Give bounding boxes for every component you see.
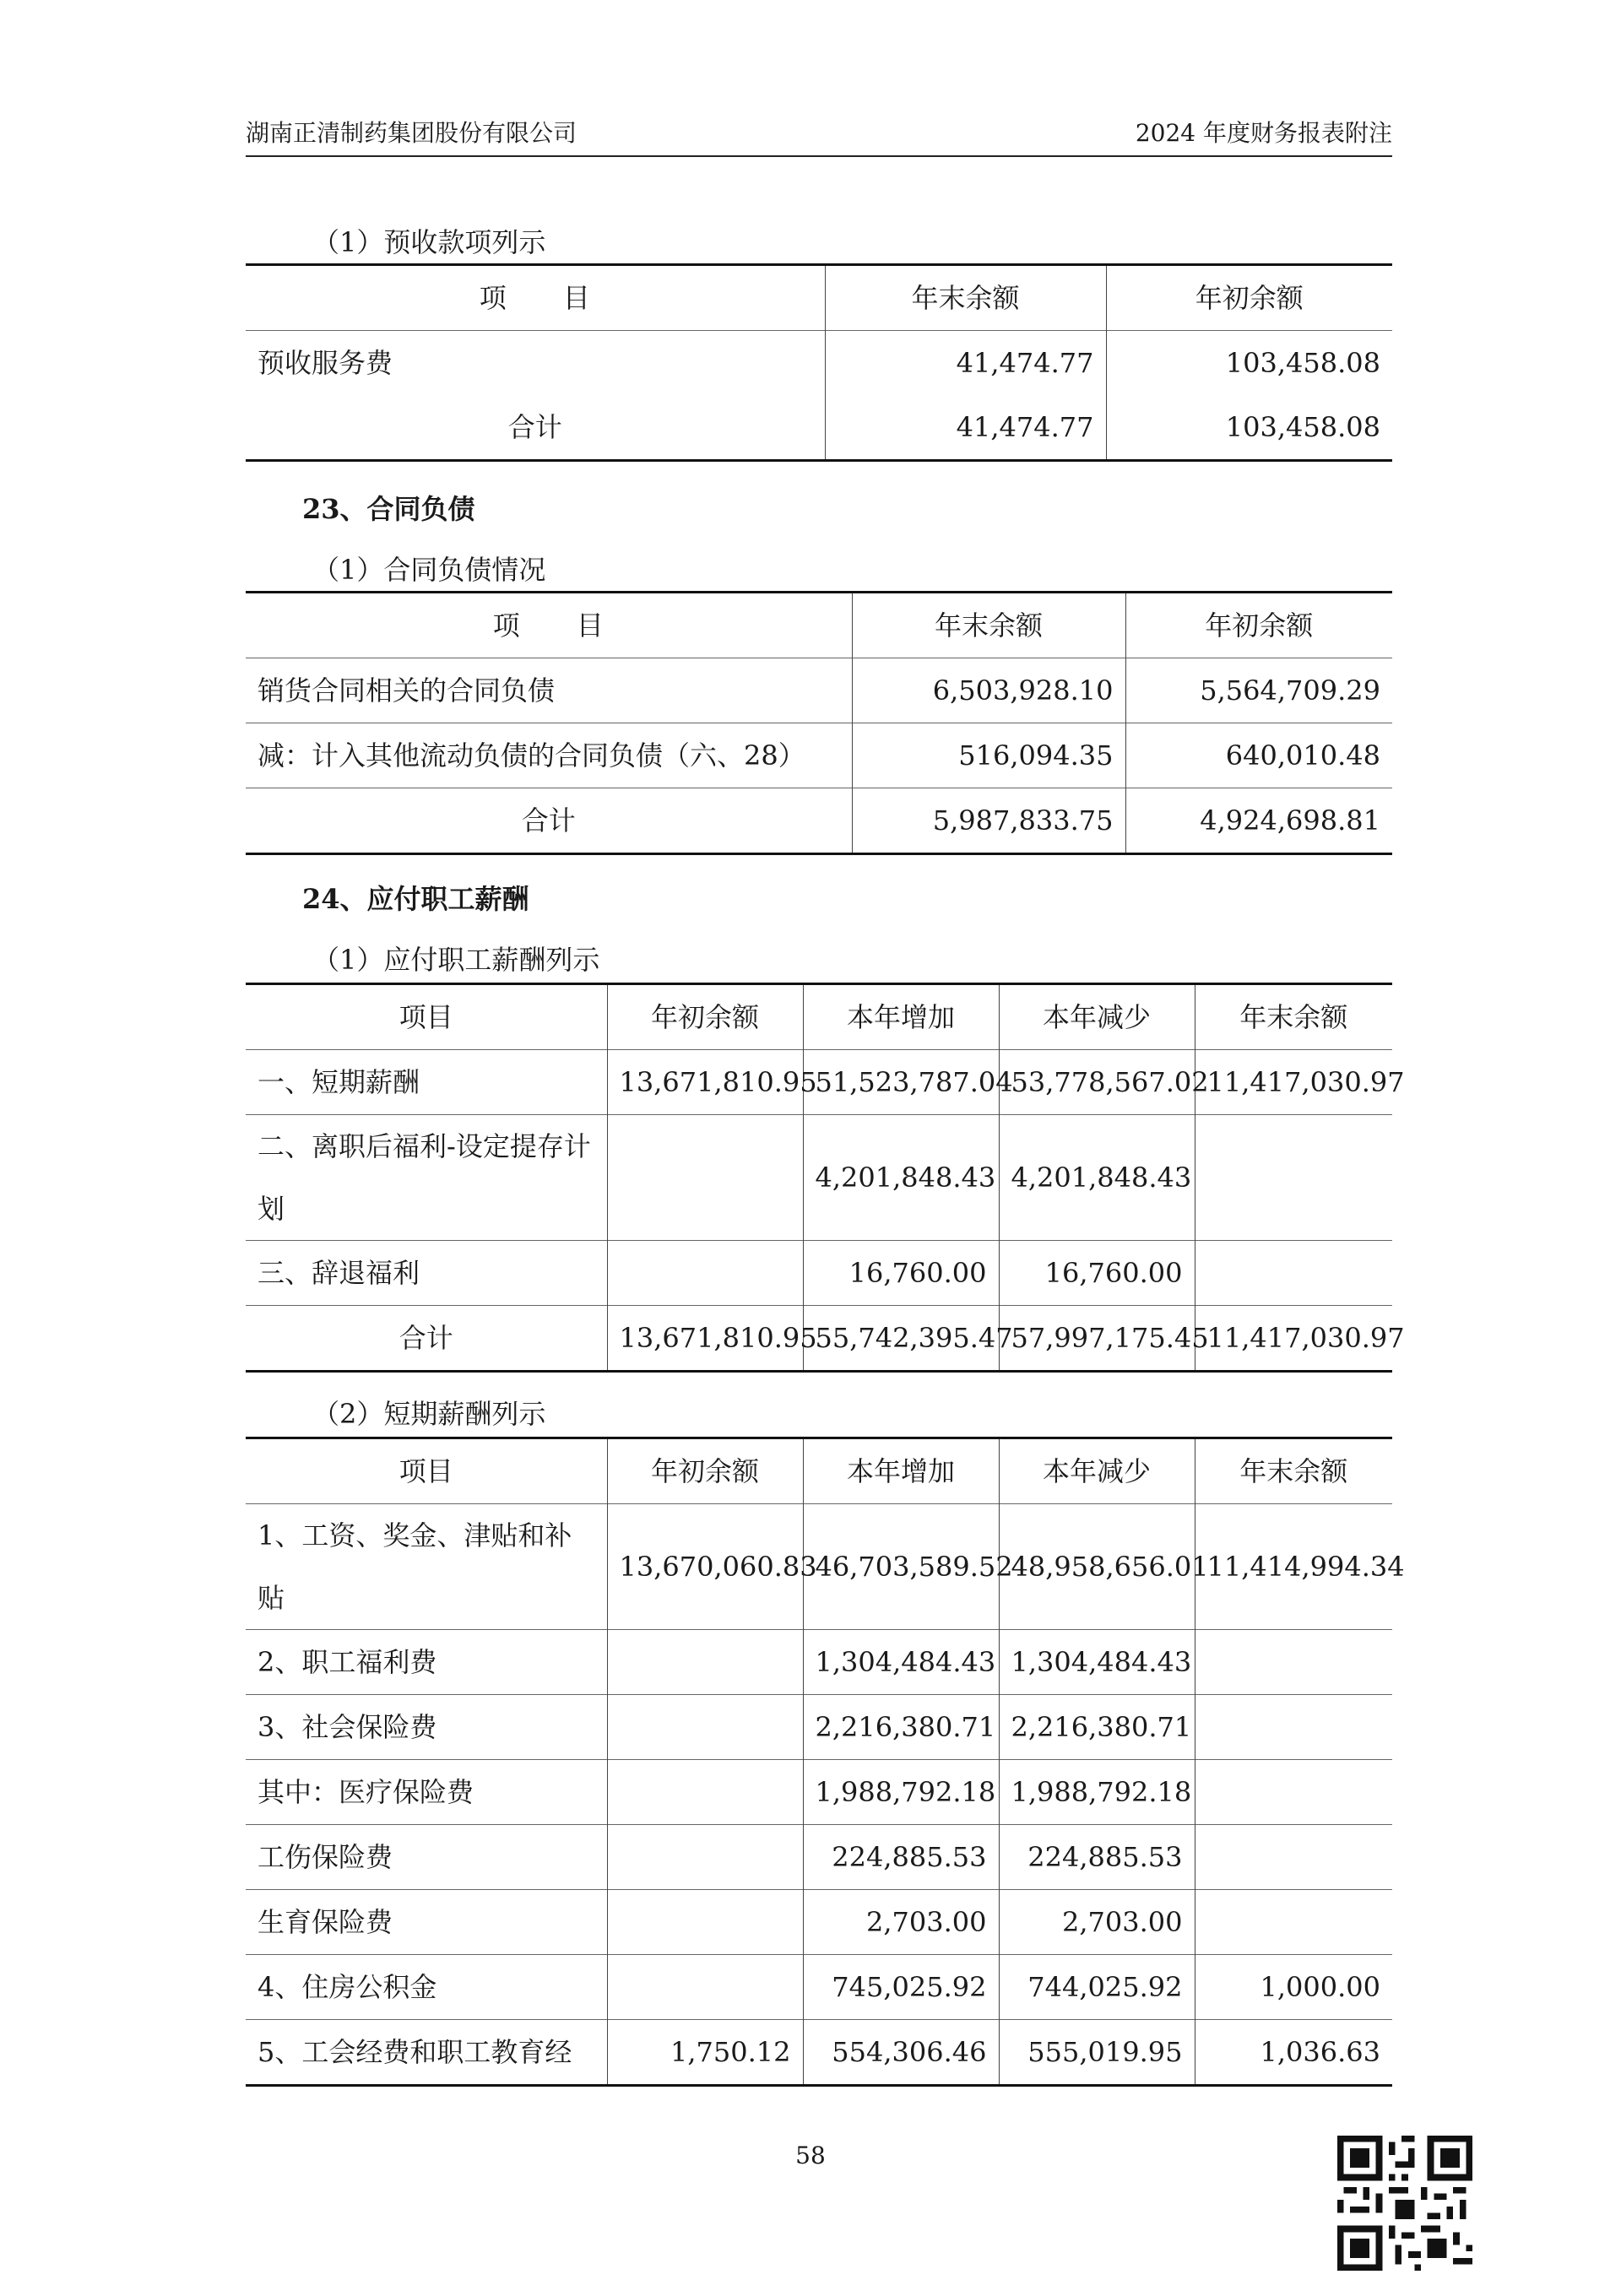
col-header-end-balance: 年末余额 [1195, 984, 1392, 1050]
table1-caption: （1）预收款项列示 [312, 226, 546, 258]
table-row: 销货合同相关的合同负债 6,503,928.10 5,564,709.29 [246, 658, 1392, 723]
table-row: 4、住房公积金 745,025.92 744,025.92 1,000.00 [246, 1955, 1392, 2020]
col-header-item: 项 目 [492, 609, 604, 642]
table-row: 二、离职后福利-设定提存计划 4,201,848.43 4,201,848.43 [246, 1115, 1392, 1241]
col-header-increase: 本年增加 [803, 984, 999, 1050]
col-header-begin-balance: 年初余额 [1125, 593, 1392, 658]
table-row: 预收服务费 41,474.77 103,458.08 [246, 331, 1392, 396]
table-row: 减：计入其他流动负债的合同负债（六、28） 516,094.35 640,010.48 [246, 723, 1392, 788]
short-term-payroll-table [246, 1437, 1405, 2087]
table-row: 3、社会保险费 2,216,380.71 2,216,380.71 [246, 1695, 1392, 1760]
page-header [246, 115, 1392, 157]
table4-caption: （2）短期薪酬列示 [312, 1398, 546, 1430]
section-23-title: 23、合同负债 [302, 493, 475, 525]
table-row: 5、工会经费和职工教育经 1,750.12 554,306.46 555,019.95 1,036.63 [246, 2020, 1392, 2086]
qr-code-icon [1337, 2136, 1472, 2271]
col-header-decrease: 本年减少 [999, 1438, 1195, 1504]
table-row: 工伤保险费 224,885.53 224,885.53 [246, 1825, 1392, 1890]
col-header-item: 项目 [398, 1001, 453, 1033]
table-row: 生育保险费 2,703.00 2,703.00 [246, 1890, 1392, 1955]
section-24-title: 24、应付职工薪酬 [302, 883, 529, 915]
col-header-end-balance: 年末余额 [852, 593, 1125, 658]
col-header-begin-balance: 年初余额 [607, 1438, 803, 1504]
total-row: 合计 13,671,810.95 55,742,395.47 57,997,175.45 11,417,030.97 [246, 1306, 1392, 1372]
contract-liabilities-table [246, 591, 1392, 855]
advance-receipts-table [246, 263, 1392, 462]
table-row: 三、辞退福利 16,760.00 16,760.00 [246, 1241, 1392, 1306]
table2-caption: （1）合同负债情况 [312, 554, 546, 586]
col-header-decrease: 本年减少 [999, 984, 1195, 1050]
table-row: 其中：医疗保险费 1,988,792.18 1,988,792.18 [246, 1760, 1392, 1825]
payroll-payable-table [246, 983, 1405, 1373]
table-row: 一、短期薪酬 13,671,810.95 51,523,787.04 53,778,567.02 11,417,030.97 [246, 1050, 1392, 1115]
total-row: 合计 41,474.77 103,458.08 [246, 395, 1392, 461]
col-header-begin-balance: 年初余额 [607, 984, 803, 1050]
table-row: 1、工资、奖金、津贴和补贴 13,670,060.83 46,703,589.52 48,958,656.01 11,414,994.34 [246, 1504, 1392, 1630]
col-header-item: 项目 [398, 1455, 453, 1487]
company-name: 湖南正清制药集团股份有限公司 [246, 119, 577, 147]
col-header-end-balance: 年末余额 [825, 265, 1106, 331]
total-row: 合计 5,987,833.75 4,924,698.81 [246, 788, 1392, 854]
col-header-end-balance: 年末余额 [1195, 1438, 1392, 1504]
report-title: 2024 年度财务报表附注 [1135, 119, 1392, 147]
col-header-begin-balance: 年初余额 [1106, 265, 1392, 331]
page-number: 58 [795, 2142, 826, 2169]
table3-caption: （1）应付职工薪酬列示 [312, 944, 600, 976]
col-header-item: 项 目 [479, 282, 591, 314]
col-header-increase: 本年增加 [803, 1438, 999, 1504]
table-row: 2、职工福利费 1,304,484.43 1,304,484.43 [246, 1630, 1392, 1695]
